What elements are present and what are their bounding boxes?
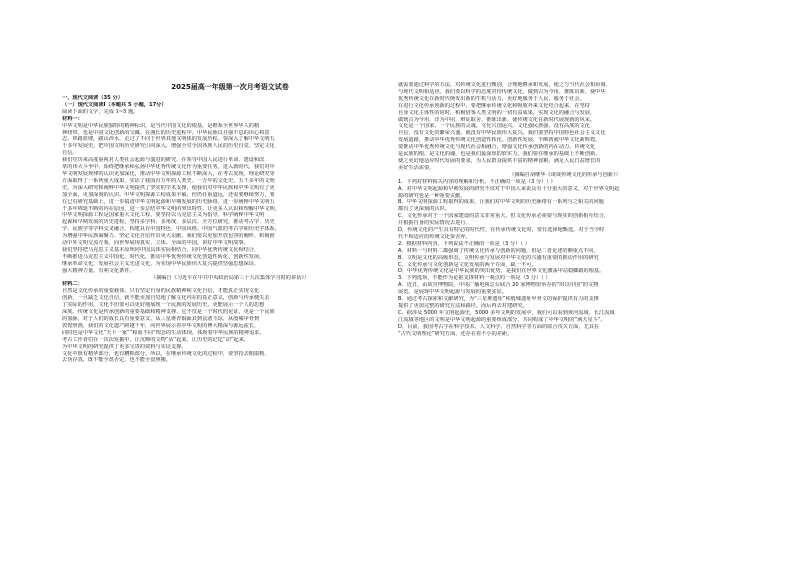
paragraph-line: 要推动中华优秀传统文化与现代社会相融合，增强文化传承创新的内在动力。传统文化	[398, 144, 596, 151]
paragraph-line: 华文明发展规律的认识更加深化，推动中华文明探源工程不断深入，在考古发现、理论研究等	[62, 170, 275, 177]
paragraph-line: 自身文化主体性的同时，积极借鉴人类文明的一切有益成果，实现文化的融合与发展，	[398, 109, 596, 116]
paragraph-line: 同时也是中华文化“天下一家”“和而不同”理念的生动体现，体现着中华民族的精神追求。	[62, 329, 265, 336]
answer-option-line: D．目前，我国考古学在科学技术、人文科学、自然科学等方面的联合攻关方面，尤其在	[398, 323, 600, 330]
paragraph-line: 我们党历来高度重视对人类社会起源与演进的研究，在领导中国人民进行革命、建设和改	[62, 157, 265, 164]
paragraph-line: 起源和早期发展的历史进程，坚持多学科、多角度、多层次、全方位研究，推动考古学、历史	[62, 219, 275, 226]
material-one-body	[62, 123, 398, 275]
question-2-stem: 2．根据材料内容，下列说法不正确的一项是（3 分）（ ）	[398, 240, 530, 247]
paragraph-line: 了实际的作用。文化不但要可以更好地展现一个民族的发展历史，更能展示一个人的思想	[62, 302, 265, 309]
paragraph-line: 自然是文化传承的重要载体，只有坚定自身的民族精神和文化自信，才能真正实现文化	[62, 288, 260, 295]
answer-option-line: D．传统文化的产生具有特定的时代性，在传承传统文化时，要有选择地甄选，对于当今时	[398, 227, 605, 234]
paragraph-line: 深度。传统文化是传承创新的重要基础和精神支撑，它不仅是一个时代的见证，更是一个民族	[62, 309, 275, 316]
paragraph-line: 发展道路，推动中华优秀传统文化创造性转化、创新性发展，不断铸就中华文化新辉煌。	[398, 137, 601, 144]
question-3-options	[398, 282, 732, 337]
question-3-stem: 3．下列选项，不能作为论据支撑材料一观点的一项是（3 分）（ ）	[398, 275, 551, 282]
answer-option-line: 代不相适应的传统文化要舍弃。	[398, 233, 471, 240]
answer-option-line: 展览，是展现中华文明起源与发展的重要实证。	[398, 289, 507, 296]
paragraph-line: 文化中既有精华部分，也有糟粕部分。所以，在继承传统文化的过程中，要坚持去粗取精、	[62, 350, 270, 357]
paragraph-line: 创新，一旦缺乏文化自信，就不能更加自觉地了解文化内在的真正意义，创新与传承便失去	[62, 295, 270, 302]
paragraph-line: 在进行文化传承创新的过程中，要把继承传统文化和吸收外来文化结合起来，在坚持	[398, 102, 590, 109]
paragraph-line: 自信，没有文化的繁荣兴盛，就没有中华民族伟大复兴。我们要坚持中国特色社会主义文化	[398, 130, 606, 137]
reading-instruction: 阅读下面的文字，完成 1~5 题。	[62, 108, 139, 115]
paragraph-line: 优秀传统文化在新时代焕发出新的生机与活力，更好地服务于人民、服务于社会。	[398, 95, 585, 102]
paragraph-line: 千多年发展史，把中国文明历史研究引向深入，增强全党全国各族人民的历史自觉、坚定文化	[62, 143, 275, 150]
material-two-body	[62, 288, 398, 364]
material-two-source: （摘编自胡继华《谈谈传统文化的传承与创新》）	[509, 171, 621, 178]
answer-option-line: 提供了更加完整的研究方法和路径，而后再去对建研究。	[398, 303, 528, 309]
answer-option-line: “古代文明理论”研究方面，还存在着不小的差距。	[398, 330, 513, 337]
answer-option-line: 源的研究也是一种重要贡献。	[398, 192, 466, 199]
paragraph-line: 不断推进马克思主义中国化、时代化，推动中华优秀传统文化创造性转化、创新性发展，	[62, 253, 265, 260]
paragraph-line: 为中华文明的研究提供了更多宝贵的资料与实证支撑。	[62, 343, 187, 350]
answer-option-line: D．中华优秀传统文化是中华民族的突出优势，是我们在世界文化激荡中站稳脚跟的根基。	[398, 268, 605, 275]
answer-option-line: 江流域等地区的文明是中华文明起源的重要组成部分，共同构成了中华文明的“满天星斗”。	[398, 316, 606, 323]
answer-option-line: 并根据自身的实际情况去进行。	[398, 220, 471, 227]
paragraph-line: 敦煌壁画，我们的文化遗产跨越千年，向世界展示着中华文明的博大精深与源远流长，	[62, 322, 260, 329]
subsection-heading: （一）现代文阅读Ⅰ（本题共 5 小题，17分）	[62, 101, 167, 108]
answer-option-line: B．文明是文化的高级形态，文明传承与发展对中华文化的兴盛有重要的推动作用的研究	[398, 254, 599, 261]
paragraph-line: 动中外文明交流互鉴，向世界展现真实、立体、全面的中国，讲好中华文明故事。	[62, 240, 249, 247]
paragraph-line: 继承革命文化，发展社会主义先进文化，为实现中华民族伟大复兴提供坚强思想保证、	[62, 260, 260, 267]
answer-option-line: C．据涉及 5000 年文明起源史，5000 多年文明的发展中，我们可以看到黄河流域、长江流域	[398, 309, 615, 316]
question-2-options	[398, 248, 732, 276]
paragraph-line: 志，筚路蓝缕，跋山涉水，走过了不同于世界其他文明体的发展历程。要深入了解中华文明五	[62, 136, 275, 143]
paragraph-line: 千多年绵延不断的内在原因，进一步总结中华文明的突出特性，让更多人认识和理解中华文明。	[62, 205, 280, 212]
answer-option-line: A．近日，由故宫博物院、中央广播电视总台联合 20 家博物馆举办的“时以中国”的文物	[398, 282, 599, 289]
right-column	[398, 82, 732, 338]
paragraph-line: 做到古为今用、洋为中用，辩证取舍、推陈出新，使传统文化在新时代展现新的风采。	[398, 116, 596, 123]
left-column	[62, 82, 398, 364]
paragraph-line: 在已有研究基础上，进一步搞清中华文明起源和早期发展的历史脉络，进一步阐释中华文明五	[62, 198, 275, 205]
paragraph-line: 学、民族学等学科交叉融合，构建具有中国特色、中国风格、中国气派的考古学和历史学体系，	[62, 226, 280, 233]
paragraph-line: 文化是一个国家、一个民族的灵魂。文化兴国运兴，文化强民族强。没有高度的文化	[398, 123, 590, 130]
paragraph-line: 去伪存真，既不能全盘否定，也不能全盘照搬。	[62, 357, 171, 364]
answer-option-line: A．对中华文明起源和早期发展的研究不仅对于中国人来说具有十分重大的意义，对于世界文明起	[398, 185, 620, 192]
paragraph-line: 我们坚持把马克思主义基本原理同中国具体实际相结合，同中华优秀传统文化相结合，	[62, 246, 260, 253]
exam-title: 2025届高一年级第一次月考语文试卷	[171, 83, 289, 91]
paragraph-line: 方面取得了一系列重大成果，实证了我国百万年的人类史、一万年的文化史、五千多年的文明	[62, 177, 275, 184]
paragraph-line: 与现代文明相适应。我们要以科学的态度对待传统文化，做到古为今用、推陈出新，使中华	[398, 88, 606, 95]
paragraph-line: 史，为深入研究和阐释中华文明提供了坚实的学术支撑，使我们对中华民族和中华文明有了更	[62, 184, 275, 191]
material-one-source: （摘编自《习近平在中共中央政治局第三十九次集体学习时的讲话》）	[150, 274, 310, 281]
material-two-continued	[398, 82, 732, 172]
material-two-label: 材料二：	[62, 281, 83, 288]
paragraph-line: 强大精神力量、有利文化条件。	[62, 267, 135, 274]
paragraph-line: 为增强中华民族凝聚力、坚定文化自信作出更大贡献。我们要以更加开放包容的胸怀，积极推	[62, 233, 275, 240]
paragraph-line: 就需要通过科学的方法，对传统文化进行甄别，合理地继承和发展，使之与当代社会相协调、	[398, 82, 611, 88]
paragraph-line: 美好生活需要。	[398, 164, 435, 171]
section-heading: 一、现代文阅读（35 分）	[62, 95, 123, 101]
paragraph-line: 是民族的根，是文化的魂，也是我们最深厚的软实力。我们要在继承的基础上不断创新，	[398, 151, 601, 158]
paragraph-line: 加全面、更加深刻的认识。中华文明探源工程成果丰硕，但仍任重道远，还需要继续努力，要	[62, 191, 275, 198]
question-1-options	[398, 186, 732, 241]
paragraph-line: 自信。	[62, 150, 78, 157]
answer-option-line: C．文化传承对于一个国家建设的意义非常重大，但文化传承必须要与现实的创新相互结合，	[398, 213, 610, 220]
answer-option-line: 都有了更深刻的认识。	[398, 206, 450, 213]
paragraph-line: 的血脉，对于人们的成长具有重要意义。从三星堆青铜面具到良渚玉琮，从殷墟甲骨到	[62, 316, 260, 322]
answer-option-line: A．材料一与材料二都强调了传统文化传承与创新的问题，但是二者论述的侧重点不同。	[398, 247, 599, 254]
material-one-label: 材料一：	[62, 115, 83, 122]
question-1-stem: 1．下列对材料相关内容的理解和分析，不正确的一项是（3 分）（ ）	[398, 178, 556, 185]
answer-option-line: B．中华文明探源工程取得的成果，让我们对中华文明的历史脉络有一系列与之相关的问题	[398, 199, 604, 206]
paragraph-line: 考古工作者们在一次次发掘中，让沉睡的文物“活”起来，让历史的记忆“动”起来，	[62, 336, 249, 343]
paragraph-line: 使之更好地适应时代发展的要求，为人民群众提供丰富的精神食粮，满足人民日益增长的	[398, 157, 601, 164]
paragraph-line: 神纽带，也是中国文化创新的宝藏。在漫长的历史进程中，中华民族以自强不息的决心和意	[62, 129, 270, 136]
paragraph-line: 中华文明探源工程是国家重大文化工程，要坚持以马克思主义为指导，科学阐释中华文明	[62, 212, 265, 219]
answer-option-line: B．通过考古探索和文献研究，为“三星堆遗址”和殷墟遗址甲骨文的保护提供有力的支撑	[398, 296, 599, 303]
answer-option-line: C．文化传承与文化创新是文化发展的两个方面，缺一不可。	[398, 261, 537, 268]
paragraph-line: 革的伟大斗争中，始终把继承和弘扬中华优秀传统文化作为重要任务。进入新时代，我们对中	[62, 164, 275, 171]
paragraph-line: 中华文明是中华民族独特的精神标识，是当代中国文化的根基，是维系全世界华人的精	[62, 122, 260, 129]
